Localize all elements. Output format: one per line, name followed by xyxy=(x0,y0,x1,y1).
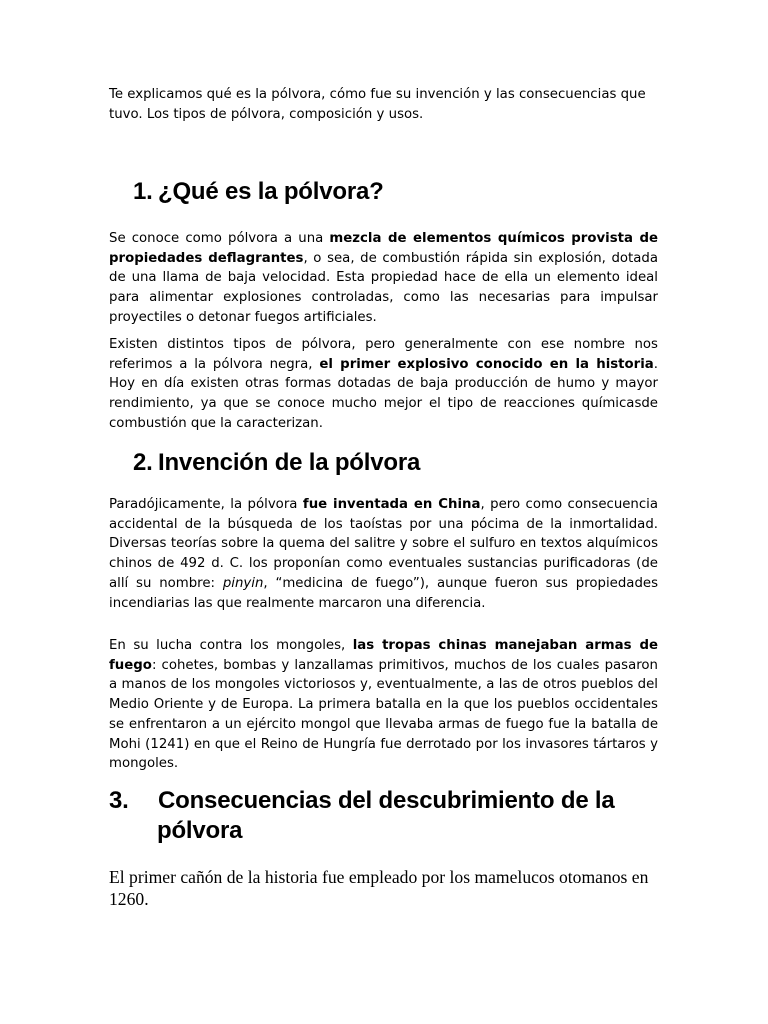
section-2-paragraph-1-text-c: , “medicina de fuego”), aunque fueron sus propiedades incendiarias las que realmente marcaron una diferencia. xyxy=(109,575,658,611)
section-1-paragraph-2-text-b: . Hoy en día existen otras formas dotadas de baja producción de humo y mayor rendimiento, ya que se conoce mucho mejor el tipo de reacciones químicasde combustión que la caracterizan. xyxy=(109,356,658,431)
intro-paragraph xyxy=(109,85,658,124)
section-1-paragraph-1 xyxy=(109,229,658,328)
section-2-paragraph-1-text-a: Paradójicamente, la pólvora xyxy=(109,497,303,512)
section-2-paragraph-2 xyxy=(109,636,658,774)
section-2-paragraph-1-bold: fue inventada en China xyxy=(302,497,481,512)
section-3-paragraph-1-text: El primer cañón de la historia fue empleado por los mamelucos otomanos en 1260. xyxy=(109,867,649,909)
section-1-heading xyxy=(133,177,384,207)
section-1-paragraph-2-text-a: Existen distintos tipos de pólvora, pero generalmente con ese nombre nos referimos a la pólvora negra, xyxy=(109,337,658,372)
section-1-paragraph-2-bold: el primer explosivo conocido en la historia xyxy=(319,356,654,372)
section-3-number: 3. xyxy=(109,787,129,814)
section-1-paragraph-1-text-a: Se conoce como pólvora a una xyxy=(109,231,330,246)
section-1-paragraph-1-bold: mezcla de elementos químicos provista de propiedades deflagrantes xyxy=(109,231,659,266)
intro-text: Te explicamos qué es la pólvora, cómo fue su invención y las consecuencias que tuvo. Los tipos de pólvora, composición y usos. xyxy=(109,87,646,122)
section-1-number: 1. xyxy=(133,178,153,205)
section-2-number: 2. xyxy=(133,449,153,476)
section-3-heading xyxy=(109,786,697,846)
section-2-paragraph-1 xyxy=(109,495,658,613)
section-2-heading xyxy=(133,448,420,478)
section-2-title: Invención de la pólvora xyxy=(158,449,421,476)
section-2-paragraph-2-bold: las tropas chinas manejaban armas de fuego xyxy=(109,638,658,673)
section-3-title: Consecuencias del descubrimiento de la pólvora xyxy=(157,787,615,844)
section-2-paragraph-1-italic: pinyin xyxy=(222,575,264,591)
section-2-paragraph-1-text-b: , pero como consecuencia accidental de la búsqueda de los taoístas por una pócima de la inmortalidad. Diversas teorías sobre la quema del salitre y sobre el sulfuro en textos alquímicos chinos de 492 d. C. los proponían como eventuales sustancias purificadoras (de allí su nombre: xyxy=(109,497,659,591)
section-2-paragraph-2-text-a: En su lucha contra los mongoles, xyxy=(109,638,353,653)
section-1-paragraph-1-text-b: , o sea, de combustión rápida sin explosión, dotada de una llama de baja velocidad. Esta propiedad hace de ella un elemento ideal para alimentar explosiones controladas, como las necesarias para impulsar proyectiles o detonar fuegos artificiales. xyxy=(109,250,659,325)
section-3-paragraph-1 xyxy=(109,866,669,910)
section-1-paragraph-2 xyxy=(109,335,658,434)
section-1-title: ¿Qué es la pólvora? xyxy=(158,178,384,205)
section-2-paragraph-2-text-b: : cohetes, bombas y lanzallamas primitivos, muchos de los cuales pasaron a manos de los mongoles victoriosos y, eventualmente, a las de otros pueblos del Medio Oriente y de Europa. La primera batalla en la que los pueblos occidentales se enfrentaron a un ejército mongol que llevaba armas de fuego fue la batalla de Mohi (1241) en que el Reino de Hungría fue derrotado por los invasores tártaros y mongoles. xyxy=(109,657,658,772)
